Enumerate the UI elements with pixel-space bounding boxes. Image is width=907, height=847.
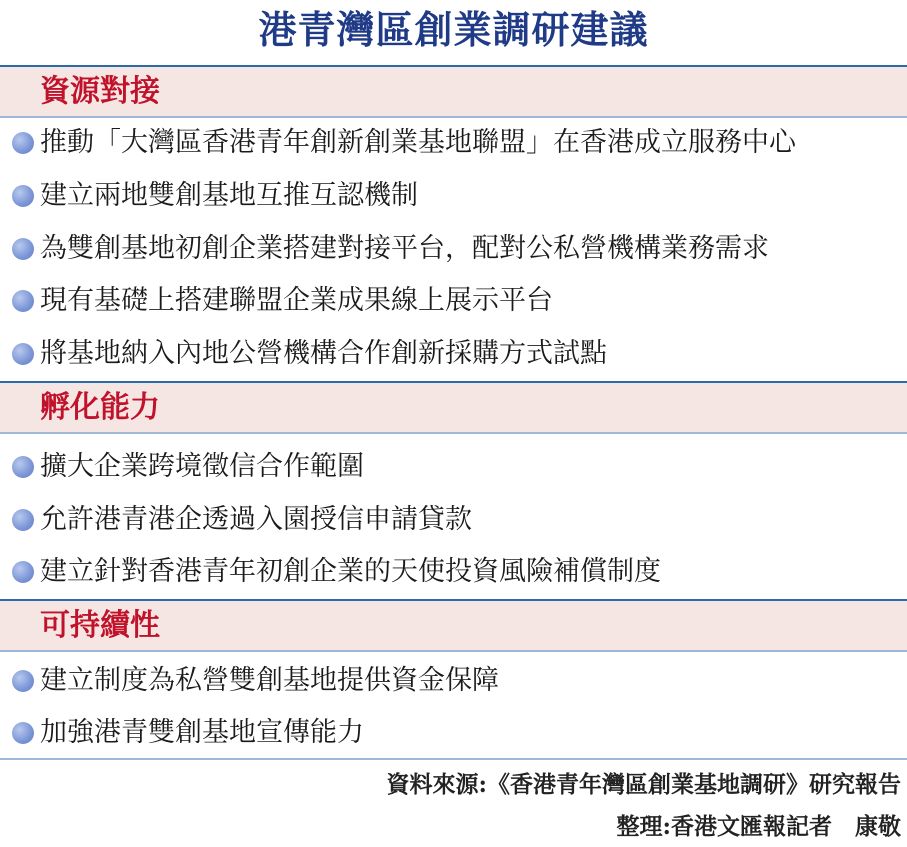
list-item: 建立制度為私營雙創基地提供資金保障: [0, 655, 907, 707]
divider: [0, 758, 907, 760]
bullet-icon: [12, 132, 34, 154]
list-item: 擴大企業跨境徵信合作範圍: [0, 441, 907, 493]
list-item: 現有基礎上搭建聯盟企業成果線上展示平台: [0, 275, 907, 327]
list-item: 建立兩地雙創基地互推互認機制: [0, 170, 907, 222]
list-item: 建立針對香港青年初創企業的天使投資風險補償制度: [0, 546, 907, 598]
list-item: 允許港青港企透過入園授信申請貸款: [0, 494, 907, 546]
bullet-icon: [12, 722, 34, 744]
bullet-icon: [12, 290, 34, 312]
page-title: 港青灣區創業調研建議: [258, 8, 649, 52]
list-item: 推動「大灣區香港青年創新創業基地聯盟」在香港成立服務中心: [0, 117, 907, 169]
section-heading: 可持續性: [40, 608, 160, 643]
section-heading: 資源對接: [40, 74, 160, 109]
list-item: 加強港青雙創基地宣傳能力: [0, 707, 907, 759]
section-header-incubation: [0, 381, 907, 434]
list-item: 為雙創基地初創企業搭建對接平台，配對公私營機構業務需求: [0, 223, 907, 275]
bullet-icon: [12, 343, 34, 365]
compiler-credit: 整理:香港文匯報記者 康敬: [616, 813, 901, 840]
source-credit: 資料來源:《香港青年灣區創業基地調研》研究報告: [386, 771, 901, 798]
section-header-resources: [0, 65, 907, 118]
section-heading: 孵化能力: [40, 390, 160, 425]
bullet-icon: [12, 561, 34, 583]
bullet-icon: [12, 185, 34, 207]
bullet-icon: [12, 456, 34, 478]
bullet-icon: [12, 238, 34, 260]
section-header-sustainability: [0, 599, 907, 652]
bullet-icon: [12, 670, 34, 692]
list-item: 將基地納入內地公營機構合作創新採購方式試點: [0, 328, 907, 380]
bullet-icon: [12, 509, 34, 531]
